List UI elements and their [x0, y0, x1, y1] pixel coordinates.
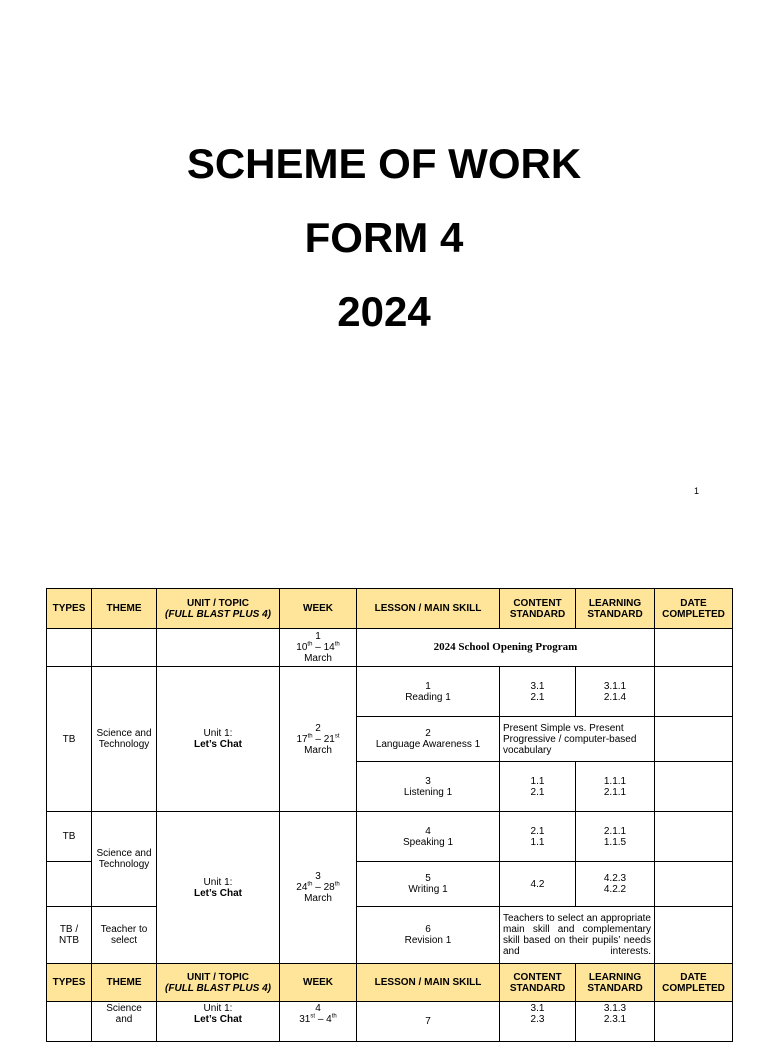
content-standard-cell: 3.1 2.1: [500, 667, 576, 717]
document-title-line-2: FORM 4: [304, 214, 464, 261]
lesson-cell: 4 Speaking 1: [357, 812, 500, 862]
learning-standard-cell: 3.1.3 2.3.1: [576, 1002, 655, 1042]
week-4-cell: 4 31st – 4th: [280, 1002, 357, 1042]
header-unit-topic: UNIT / TOPIC (FULL BLAST PLUS 4): [157, 964, 280, 1002]
header-theme: THEME: [92, 589, 157, 629]
lesson-cell: 3 Listening 1: [357, 762, 500, 812]
learning-standard-cell: 4.2.3 4.2.2: [576, 862, 655, 907]
content-standard-cell: 4.2: [500, 862, 576, 907]
table-header-row: [47, 589, 733, 629]
document-title-line-1: SCHEME OF WORK: [186, 140, 582, 187]
header-theme: THEME: [92, 964, 157, 1002]
header-lesson: LESSON / MAIN SKILL: [357, 589, 500, 629]
header-types: TYPES: [47, 964, 92, 1002]
table-row-lesson-6: [47, 907, 733, 964]
unit-topic-cell: Unit 1: Let’s Chat: [157, 667, 280, 812]
unit-topic-cell: Unit 1: Let’s Chat: [157, 1002, 280, 1042]
scheme-of-work-table: [46, 588, 733, 1042]
theme-cell: Science and: [92, 1002, 157, 1042]
date-completed-cell[interactable]: [655, 667, 733, 717]
content-standard-cell: 2.1 1.1: [500, 812, 576, 862]
page-number: 1: [694, 486, 700, 496]
date-completed-cell[interactable]: [655, 762, 733, 812]
theme-cell: Teacher to select: [92, 907, 157, 964]
theme-cell: Science and Technology: [92, 812, 157, 907]
unit-topic-cell: Unit 1: Let’s Chat: [157, 812, 280, 964]
header-week: WEEK: [280, 589, 357, 629]
date-completed-cell[interactable]: [655, 629, 733, 667]
header-unit-topic: UNIT / TOPIC (FULL BLAST PLUS 4): [157, 589, 280, 629]
types-cell: TB: [47, 667, 92, 812]
lesson-cell: 1 Reading 1: [357, 667, 500, 717]
date-completed-cell[interactable]: [655, 717, 733, 762]
table-row-lesson-4: [47, 812, 733, 862]
types-cell: TB: [47, 812, 92, 862]
table-header-row: [47, 964, 733, 1002]
week-2-cell: 2 17th – 21st March: [280, 667, 357, 812]
lesson-cell: 7: [357, 1002, 500, 1042]
header-content-standard: CONTENT STANDARD: [500, 964, 576, 1002]
learning-standard-cell: 1.1.1 2.1.1: [576, 762, 655, 812]
table-row-week-1: [47, 629, 733, 667]
learning-standard-cell: 2.1.1 1.1.5: [576, 812, 655, 862]
lesson-cell: 5 Writing 1: [357, 862, 500, 907]
date-completed-cell[interactable]: [655, 1002, 733, 1042]
table-row-lesson-7: [47, 1002, 733, 1042]
school-opening-program: 2024 School Opening Program: [357, 629, 655, 667]
week-1-cell: 1 10th – 14th March: [280, 629, 357, 667]
header-lesson: LESSON / MAIN SKILL: [357, 964, 500, 1002]
week-3-cell: 3 24th – 28th March: [280, 812, 357, 964]
header-date-completed: DATE COMPLETED: [655, 964, 733, 1002]
header-week: WEEK: [280, 964, 357, 1002]
date-completed-cell[interactable]: [655, 862, 733, 907]
header-date-completed: DATE COMPLETED: [655, 589, 733, 629]
lesson-cell: 6 Revision 1: [357, 907, 500, 964]
date-completed-cell[interactable]: [655, 907, 733, 964]
header-learning-standard: LEARNING STANDARD: [576, 589, 655, 629]
theme-cell: Science and Technology: [92, 667, 157, 812]
learning-standard-cell: 3.1.1 2.1.4: [576, 667, 655, 717]
document-title-line-3: 2024: [337, 288, 431, 335]
date-completed-cell[interactable]: [655, 812, 733, 862]
lesson-cell: 2 Language Awareness 1: [357, 717, 500, 762]
header-content-standard: CONTENT STANDARD: [500, 589, 576, 629]
types-cell: TB / NTB: [47, 907, 92, 964]
content-standard-cell: 1.1 2.1: [500, 762, 576, 812]
header-types: TYPES: [47, 589, 92, 629]
lesson-note-cell: Present Simple vs. Present Progressive / computer-based vocabulary: [500, 717, 655, 762]
header-learning-standard: LEARNING STANDARD: [576, 964, 655, 1002]
table-row-lesson-1: [47, 667, 733, 717]
lesson-note-cell: Teachers to select an appropriate main skill and complementary skill based on their pupils’ needs and interests.: [500, 907, 655, 964]
content-standard-cell: 3.1 2.3: [500, 1002, 576, 1042]
